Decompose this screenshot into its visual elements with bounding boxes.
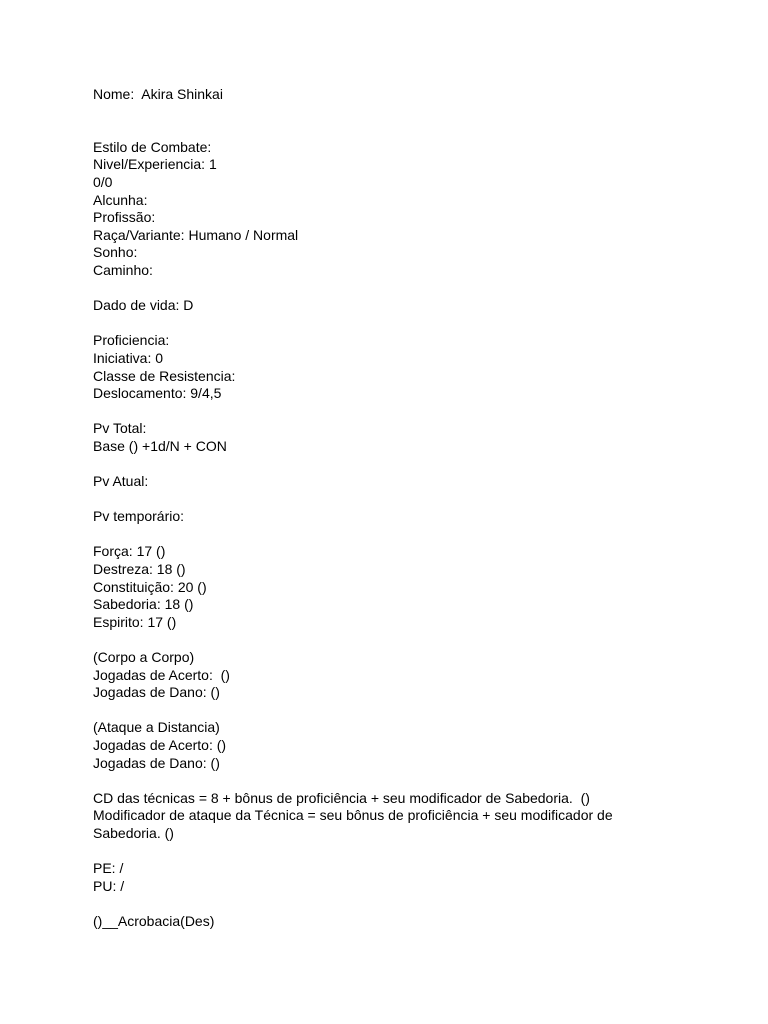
hp-temporary-line: Pv temporário: [93, 508, 185, 525]
profession-line: Profissão: [93, 209, 156, 226]
name-line: Nome: Akira Shinkai [93, 86, 223, 102]
spacer [93, 772, 693, 790]
attribute-dexterity: Destreza: 18 () [93, 561, 186, 578]
pu-line: PU: / [93, 877, 125, 894]
attribute-constitution: Constituição: 20 () [93, 578, 207, 595]
attribute-strength: Força: 17 () [93, 543, 166, 560]
spacer [93, 526, 693, 544]
hp-total-line: Pv Total: [93, 420, 147, 437]
hp-current-line: Pv Atual: [93, 473, 149, 490]
ranged-hit-rolls: Jogadas de Acerto: () [93, 736, 227, 753]
spacer [93, 702, 693, 720]
proficiency-line: Proficiencia: [93, 332, 170, 349]
attribute-spirit: Espirito: 17 () [93, 613, 177, 630]
resistance-class-line: Classe de Resistencia: [93, 367, 236, 384]
combat-style-line: Estilo de Combate: [93, 138, 212, 155]
path-line: Caminho: [93, 261, 153, 278]
spacer [93, 491, 693, 509]
spacer [93, 280, 693, 298]
initiative-line: Iniciativa: 0 [93, 349, 164, 366]
spacer [93, 403, 693, 421]
level-line: Nivel/Experiencia: 1 [93, 156, 217, 173]
character-sheet [93, 86, 693, 931]
skill-acrobatics-line: ()__Acrobacia(Des) [93, 912, 215, 929]
ranged-damage-rolls: Jogadas de Dano: () [93, 754, 220, 771]
melee-hit-rolls: Jogadas de Acerto: () [93, 666, 230, 683]
hp-base-line: Base () +1d/N + CON [93, 437, 227, 454]
melee-title: (Corpo a Corpo) [93, 649, 195, 665]
melee-damage-rolls: Jogadas de Dano: () [93, 684, 220, 701]
pe-line: PE: / [93, 860, 124, 877]
spacer [93, 104, 693, 139]
ranged-title: (Ataque a Distancia) [93, 719, 220, 736]
technique-attack-modifier-line: Modificador de ataque da Técnica = seu bônus de proficiência + seu modificador de Sabedoria. () [93, 807, 613, 841]
hit-die-line: Dado de vida: D [93, 297, 194, 314]
spacer [93, 455, 693, 473]
attribute-wisdom: Sabedoria: 18 () [93, 596, 194, 613]
dream-line: Sonho: [93, 244, 138, 261]
spacer [93, 631, 693, 649]
spacer [93, 843, 693, 861]
nickname-line: Alcunha: [93, 191, 148, 208]
spacer [93, 895, 693, 913]
spacer [93, 315, 693, 333]
technique-dc-line: CD das técnicas = 8 + bônus de proficiência + seu modificador de Sabedoria. () [93, 789, 590, 806]
experience-line: 0/0 [93, 173, 113, 190]
race-line: Raça/Variante: Humano / Normal [93, 226, 299, 243]
movement-line: Deslocamento: 9/4,5 [93, 385, 222, 402]
